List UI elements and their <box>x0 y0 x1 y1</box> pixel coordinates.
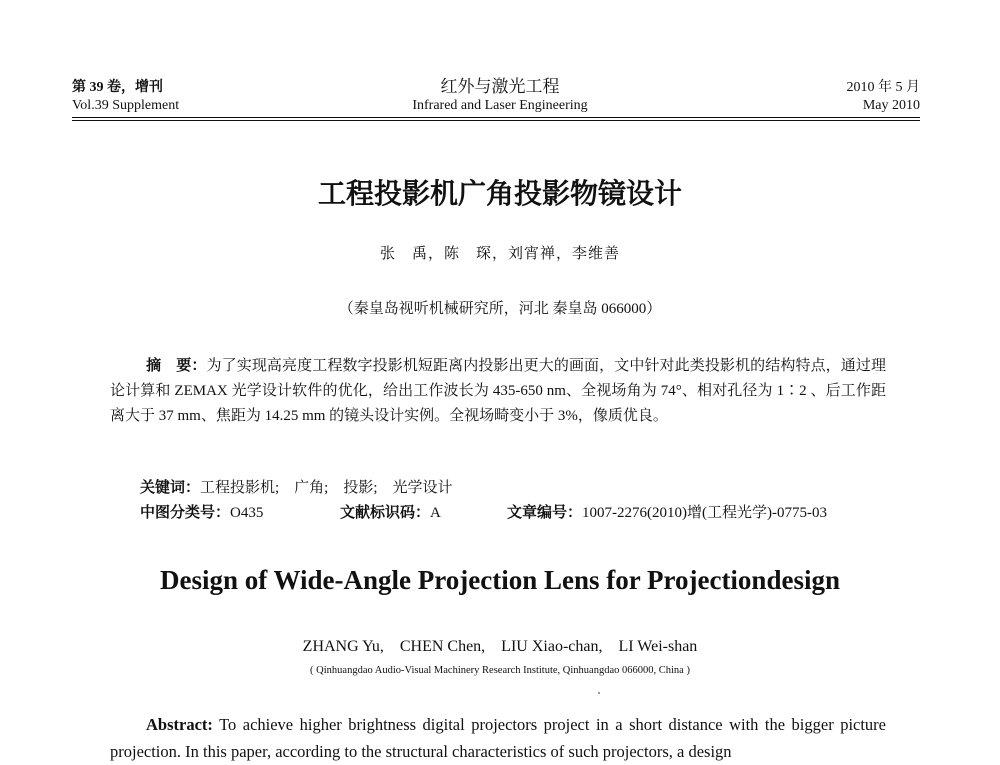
issue-date-cn: 2010 年 5 月 <box>846 80 920 95</box>
article-number <box>507 501 827 522</box>
classification-line <box>140 501 263 522</box>
stray-dot <box>598 692 600 694</box>
journal-title-cn: 红外与激光工程 <box>440 77 560 96</box>
abstract-en-label: Abstract: <box>146 715 213 734</box>
doc-code-label: 文献标识码： <box>340 503 431 521</box>
issue-date-en: May 2010 <box>862 98 920 113</box>
abstract-cn-label: 摘 要： <box>146 356 207 374</box>
clc-value: O435 <box>230 505 264 521</box>
abstract-cn-text: 为了实现高亮度工程数字投影机短距离内投影出更大的画面，文中针对此类投影机的结构特点，通过理论计算和 ZEMAX 光学设计软件的优化，给出工作波长为 435-650 nm、全视场角为 74°、相对孔径为 1∶2 、后工作距离大于 37 mm、焦距为 14.25 mm 的镜头设计实例。全视场畸变小于 3%，像质优良。 <box>110 358 886 424</box>
paper-title-cn: 工程投影机广角投影物镜设计 <box>317 177 682 210</box>
header-rule-bottom <box>72 120 920 121</box>
paper-title-en: Design of Wide-Angle Projection Lens for Projectiondesign <box>160 565 840 595</box>
abstract-cn <box>110 353 886 429</box>
clc-label: 中图分类号： <box>140 503 231 521</box>
header-rule-top <box>72 117 920 118</box>
authors-cn: 张 禹，陈 琛，刘宵禅，李维善 <box>379 246 620 262</box>
abstract-en <box>110 711 886 765</box>
article-number-label: 文章编号： <box>507 503 583 521</box>
keywords-line <box>140 476 453 497</box>
keywords-label: 关键词： <box>140 478 201 496</box>
authors-en: ZHANG Yu, CHEN Chen, LIU Xiao-chan, LI Wei-shan <box>302 638 698 655</box>
affiliation-cn: （秦皇岛视听机械研究所，河北 秦皇岛 066000） <box>338 301 662 317</box>
journal-title-en: Infrared and Laser Engineering <box>412 98 588 113</box>
volume-cn: 第 39 卷，增刊 <box>72 80 163 95</box>
keywords-text: 工程投影机; 广角; 投影; 光学设计 <box>200 480 453 496</box>
doc-code-value: A <box>430 505 441 521</box>
affiliation-en: ( Qinhuangdao Audio-Visual Machinery Research Institute, Qinhuangdao 066000, China ) <box>310 665 690 676</box>
article-number-value: 1007-2276(2010)增(工程光学)-0775-03 <box>582 505 827 521</box>
document-code <box>340 501 441 522</box>
abstract-en-text: To achieve higher brightness digital projectors project in a short distance with the bigger picture projection. In this paper, according to the structural characteristics of such projectors, a design <box>110 715 887 761</box>
volume-en: Vol.39 Supplement <box>72 98 180 113</box>
